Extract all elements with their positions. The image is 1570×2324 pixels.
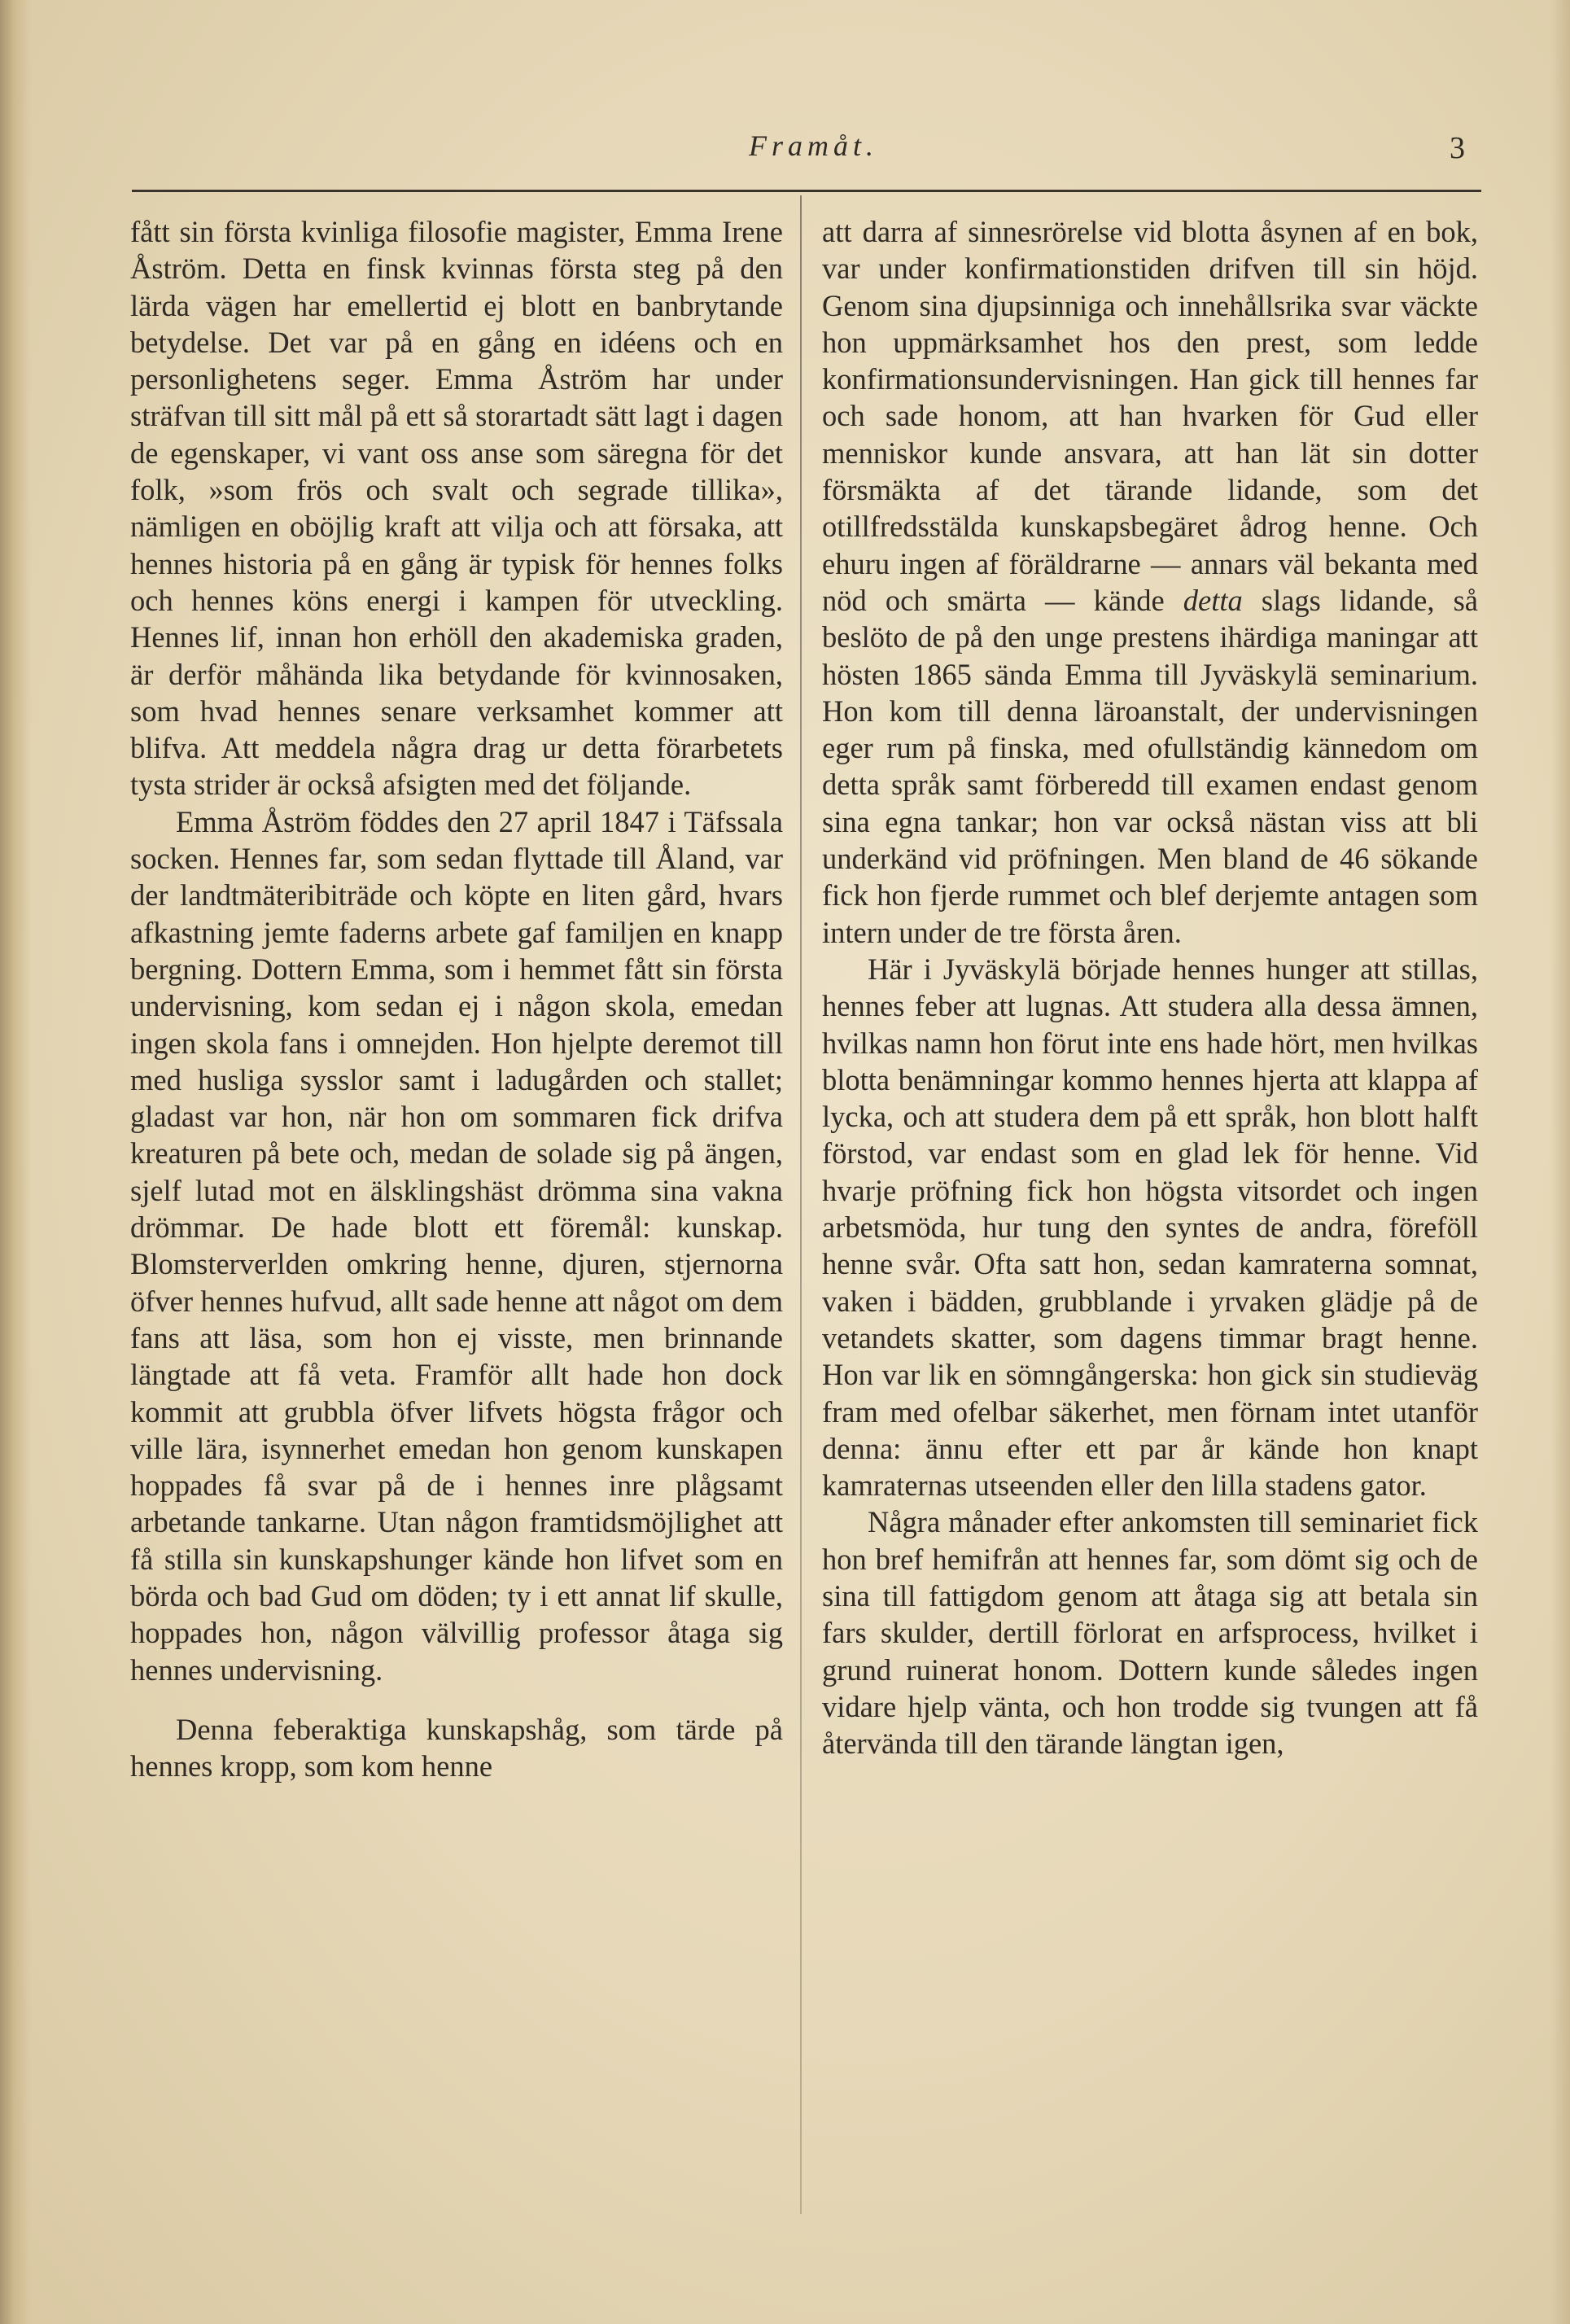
paragraph-text: att darra af sinnesrörelse vid blotta åsynen af en bok, var under konfirmationstiden drifven till sin höjd. Genom sina djupsinniga och innehållsrika svar väckte hon uppmärksamhet hos den prest, som ledde konfirmationsundervisningen. Han gick till hennes far och sade honom, att han hvarken för Gud eller menniskor kunde ansvara, att han lät sin dotter försmäkta af det tärande lidande, som det otillfredsstälda kunskapsbegäret ådrog henne. Och ehuru ingen af föräldrarne — annars väl bekanta med nöd och smärta — kände: [822, 215, 1478, 617]
left-column: [130, 213, 783, 1784]
paragraph-text: slags lidande, så beslöto de på den unge prestens ihärdiga maningar att hösten 1865 sända Emma till Jyväskylä seminarium. Hon kom till denna läroanstalt, der undervisningen eger rum på finska, med ofullständig kännedom om detta språk samt förberedd till examen endast genom sina egna tankar; hon var också nästan viss att bli underkänd vid pröfningen. Men bland de 46 sökande fick hon fjerde rummet och blef derjemte antagen som intern under de tre första åren.: [822, 583, 1478, 949]
emphasized-word: detta: [1183, 583, 1243, 617]
paragraph: Emma Åström föddes den 27 april 1847 i Täfssala socken. Hennes far, som sedan flyttade till Åland, var der landtmäteribiträde och köpte en liten gård, hvars afkastning jemte faderns arbete gaf familjen en knapp bergning. Dottern Emma, som i hemmet fått sin första undervisning, kom sedan ej i någon skola, emedan ingen skola fans i omnejden. Hon hjelpte deremot till med husliga sysslor samt i ladugården och stallet; gladast var hon, när hon om sommaren fick drifva kreaturen på bete och, medan de solade sig på ängen, sjelf lutad mot en älsklingshäst drömma sina vakna drömmar. De hade blott ett föremål: kunskap. Blomsterverlden omkring henne, djuren, stjernorna öfver hennes hufvud, allt sade henne att något om dem fans att läsa, som hon ej visste, men brinnande längtade att få veta. Framför allt hade hon dock kommit att grubbla öfver lifvets högsta frågor och ville lära, isynnerhet emedan hon genom kunskapen hoppades få svar på de i hennes inre plågsamt arbetande tankarne. Utan någon framtidsmöjlighet att få stilla sin kunskapshunger kände hon lifvet som en börda och bad Gud om döden; ty i ett annat lif skulle, hoppades hon, någon välvillig professor åtaga sig hennes undervisning.: [130, 804, 783, 1687]
column-divider: [800, 195, 802, 2214]
right-column: [822, 213, 1478, 1762]
paragraph: fått sin första kvinliga filosofie magister, Emma Irene Åström. Detta en finsk kvinnas första steg på den lärda vägen har emellertid ej blott en banbrytande betydelse. Det var på en gång en idéens och en personlighetens seger. Emma Åström har under sträfvan till sitt mål på ett så storartadt sätt lagt i dagen de egenskaper, vi vant oss anse som säregna för det folk, »som frös och svalt och segrade tillika», nämligen en oböjlig kraft att vilja och att försaka, att hennes historia på en gång är typisk för hennes folks och hennes köns energi i kampen för utveckling. Hennes lif, innan hon erhöll den akademiska graden, är derför måhända lika betydande för kvinnosaken, som hvad hennes senare verksamhet kommer att blifva. Att meddela några drag ur detta förarbetets tysta strider är också afsigten med det följande.: [130, 215, 783, 802]
paragraph: Några månader efter ankomsten till seminariet fick hon bref hemifrån att hennes far, som dömt sig och de sina till fattigdom genom att åtaga sig att betala sin fars skulder, dertill förlorat en arfsprocess, hvilket i grund ruinerat honom. Dottern kunde således ingen vidare hjelp vänta, och hon trodde sig tvungen att få återvända till den tärande längtan igen,: [822, 1505, 1478, 1761]
running-title: Framåt.: [749, 129, 878, 162]
header-rule: [132, 190, 1481, 192]
paragraph: [822, 213, 1478, 951]
page-header: [130, 122, 1481, 171]
paragraph: Här i Jyväskylä började hennes hunger att stillas, hennes feber att lugnas. Att studera alla dessa ämnen, hvilkas namn hon förut inte ens hade hört, men hvilkas blotta benämningar kommo hennes hjerta att klappa af lycka, och att studera dem på ett språk, hon blott halft förstod, var endast som en glad lek för henne. Vid hvarje pröfning fick hon högsta vitsordet och ingen arbetsmöda, hur tung den syntes de andra, föreföll henne svår. Ofta satt hon, sedan kamraterna somnat, vaken i bädden, grubblande i yrvaken glädje på de vetandets skatter, som dagens timmar bragt henne. Hon var lik en sömngångerska: hon gick sin studieväg fram med ofelbar säkerhet, men förnam intet utanför denna: ännu efter ett par år kände hon knapt kamraternas utseenden eller den lilla stadens gator.: [822, 952, 1478, 1503]
paragraph: Denna feberaktiga kunskapshåg, som tärde på hennes kropp, som kom henne: [130, 1712, 783, 1783]
page-number: 3: [1450, 131, 1465, 165]
